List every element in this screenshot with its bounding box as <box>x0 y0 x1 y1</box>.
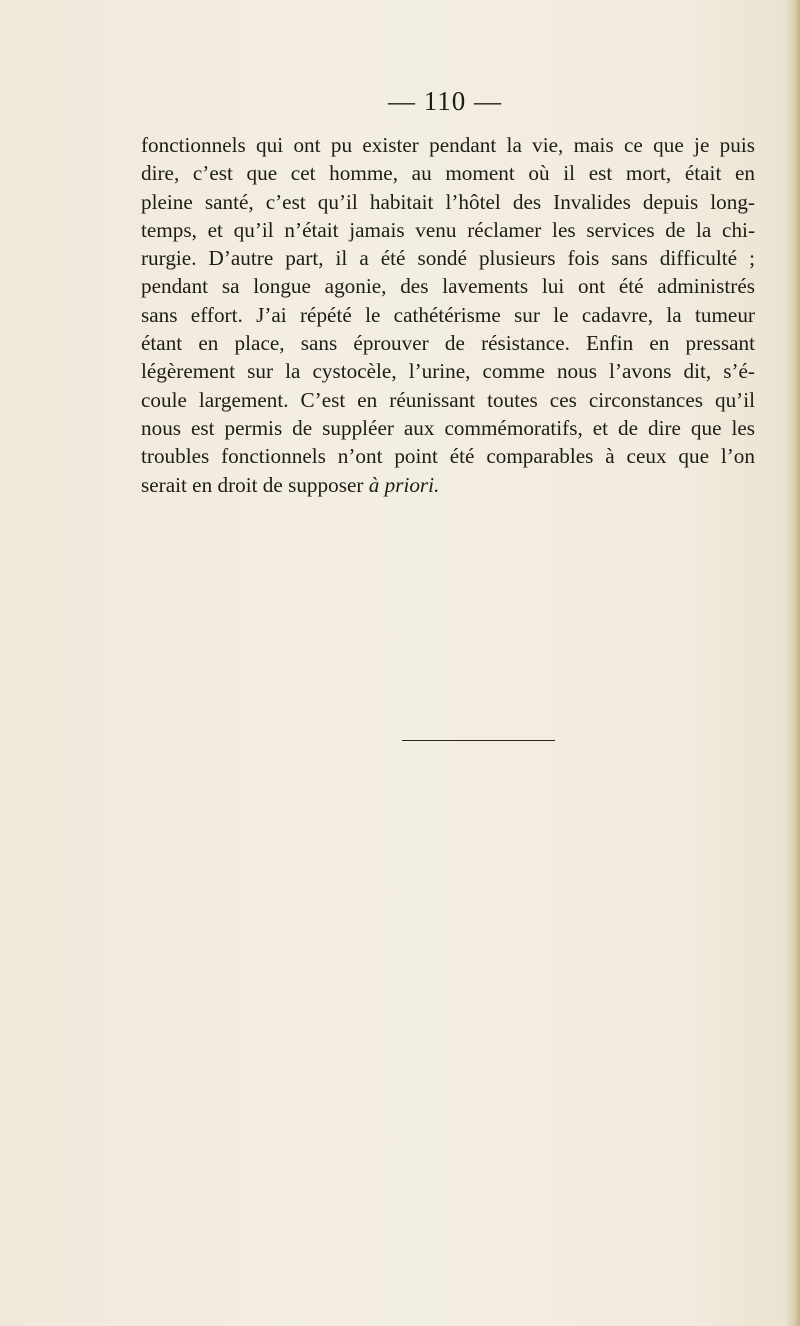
text-line-last <box>141 471 755 499</box>
page-number: — 110 — <box>388 86 502 116</box>
text-line: troubles fonctionnels n’ont point été comparables à ceux que l’on <box>141 444 755 469</box>
text-line: pleine santé, c’est qu’il habitait l’hôtel des Invalides depuis long- <box>141 189 755 214</box>
section-divider-rule <box>402 740 555 741</box>
body-paragraph <box>141 131 755 499</box>
text-line-last-italic: à priori. <box>368 472 440 497</box>
page-edge-shadow <box>786 0 800 1326</box>
text-line: sans effort. J’ai répété le cathétérisme sur le cadavre, la tumeur <box>141 302 755 327</box>
text-line: temps, et qu’il n’était jamais venu réclamer les services de la chi- <box>141 217 755 242</box>
text-line: fonctionnels qui ont pu exister pendant la vie, mais ce que je puis <box>141 133 755 157</box>
text-line: dire, c’est que cet homme, au moment où il est mort, était en <box>141 161 755 186</box>
text-line: coule largement. C’est en réunissant toutes ces circonstances qu’il <box>141 387 755 412</box>
text-line: nous est permis de suppléer aux commémoratifs, et de dire que les <box>141 415 755 440</box>
text-line-last-prefix: serait en droit de supposer <box>141 472 369 497</box>
text-line: rurgie. D’autre part, il a été sondé plusieurs fois sans difficulté ; <box>141 246 755 271</box>
text-line: étant en place, sans éprouver de résistance. Enfin en pressant <box>141 331 755 356</box>
text-line: légèrement sur la cystocèle, l’urine, comme nous l’avons dit, s’é- <box>141 359 755 384</box>
text-line: pendant sa longue agonie, des lavements lui ont été administrés <box>141 274 755 299</box>
